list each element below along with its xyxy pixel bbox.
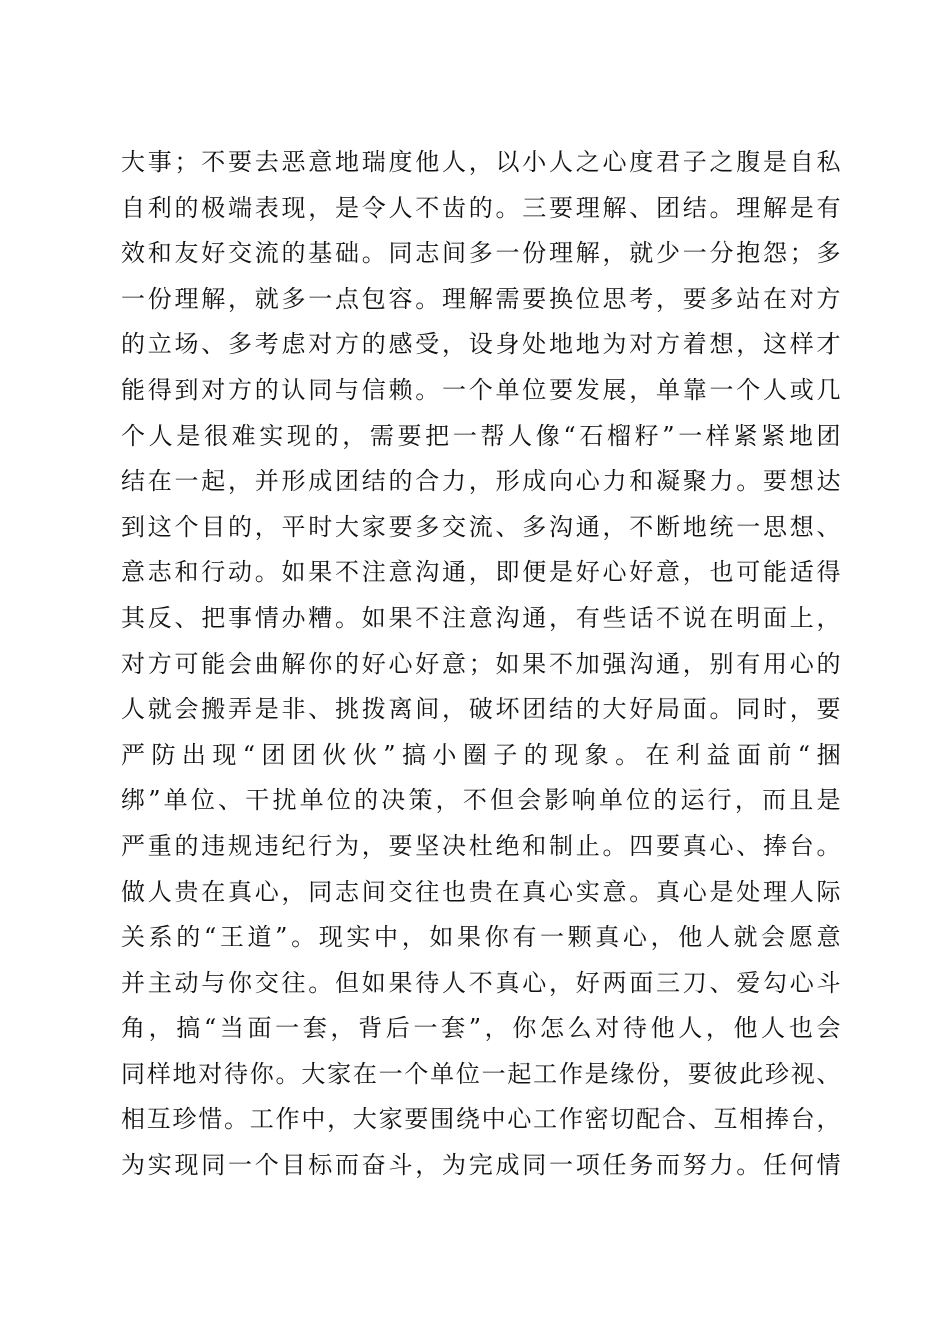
text-line: 关系的“王道”。现实中，如果你有一颗真心，他人就会愿意 — [121, 923, 841, 952]
text-line: 个人是很难实现的，需要把一帮人像“石榴籽”一样紧紧地团 — [121, 421, 841, 450]
text-line: 到这个目的，平时大家要多交流、多沟通，不断地统一思想、 — [121, 512, 841, 541]
text-line: 人就会搬弄是非、挑拨离间，破坏团结的大好局面。同时，要 — [121, 695, 841, 724]
text-line: 严防出现“团团伙伙”搞小圈子的现象。在利益面前“捆 — [121, 740, 841, 769]
text-line: 意志和行动。如果不注意沟通，即便是好心好意，也可能适得 — [121, 558, 841, 587]
text-line: 其反、把事情办糟。如果不注意沟通，有些话不说在明面上， — [121, 603, 841, 632]
text-line: 为实现同一个目标而奋斗，为完成同一项任务而努力。任何情 — [121, 1151, 841, 1180]
text-line: 大事；不要去恶意地瑞度他人，以小人之心度君子之腹是自私 — [121, 148, 841, 176]
text-line: 绑”单位、干扰单位的决策，不但会影响单位的运行，而且是 — [121, 786, 841, 815]
text-line: 做人贵在真心，同志间交往也贵在真心实意。真心是处理人际 — [121, 877, 841, 906]
text-line: 一份理解，就多一点包容。理解需要换位思考，要多站在对方 — [121, 284, 841, 313]
text-line: 自利的极端表现，是令人不齿的。三要理解、团结。理解是有 — [121, 193, 841, 222]
text-line: 结在一起，并形成团结的合力，形成向心力和凝聚力。要想达 — [121, 467, 841, 496]
text-line: 严重的违规违纪行为，要坚决杜绝和制止。四要真心、捧台。 — [121, 831, 841, 860]
text-line: 角，搞“当面一套，背后一套”，你怎么对待他人，他人也会 — [121, 1014, 841, 1043]
body-text — [121, 140, 841, 1189]
text-line: 效和友好交流的基础。同志间多一份理解，就少一分抱怨；多 — [121, 239, 841, 268]
text-line: 能得到对方的认同与信赖。一个单位要发展，单靠一个人或几 — [121, 375, 841, 404]
text-line: 的立场、多考虑对方的感受，设身处地地为对方着想，这样才 — [121, 330, 841, 359]
text-line: 对方可能会曲解你的好心好意；如果不加强沟通，别有用心的 — [121, 649, 841, 678]
text-line: 并主动与你交往。但如果待人不真心，好两面三刀、爱勾心斗 — [121, 968, 841, 997]
text-line: 相互珍惜。工作中，大家要围绕中心工作密切配合、互相捧台， — [121, 1105, 841, 1134]
text-line: 同样地对待你。大家在一个单位一起工作是缘份，要彼此珍视、 — [121, 1059, 841, 1088]
